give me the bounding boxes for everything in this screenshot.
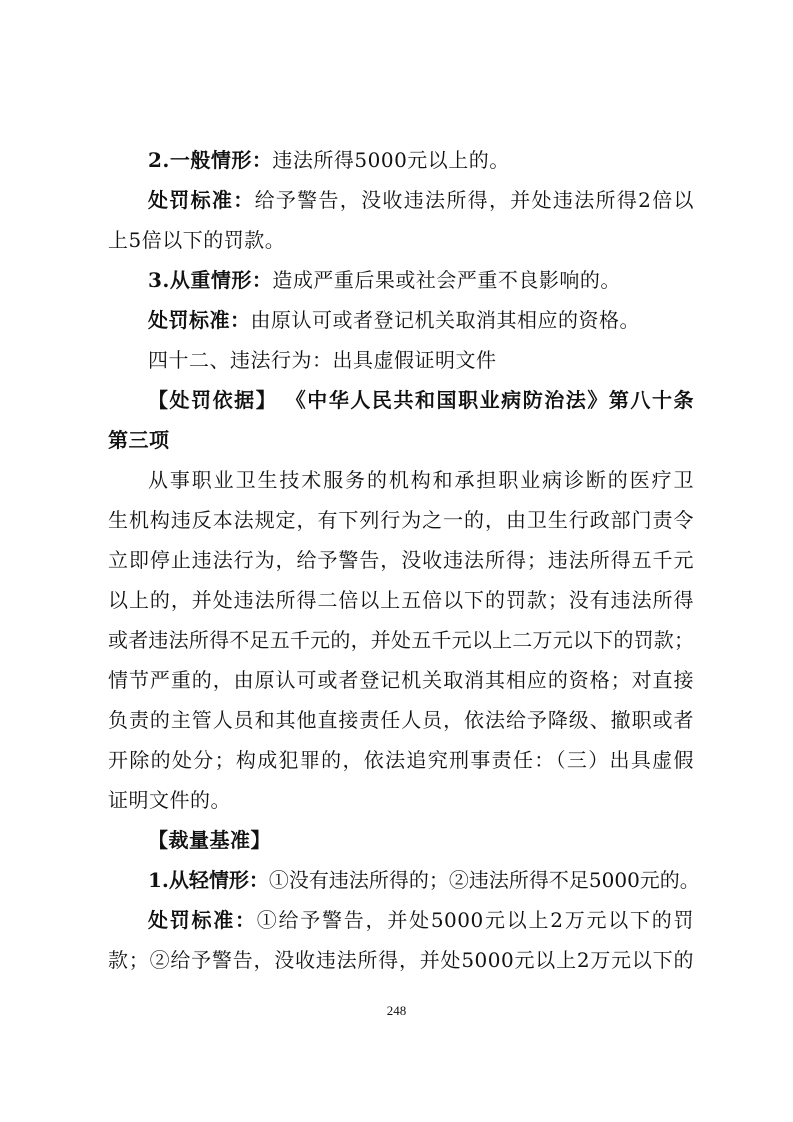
standard-heading bbox=[108, 820, 694, 860]
line-text: 给予警告，没收违法所得，并处违法所得2倍以 bbox=[254, 188, 694, 212]
paragraph-line bbox=[108, 940, 694, 980]
heading-text: 【裁量基准】 bbox=[148, 828, 271, 852]
line-text: 款；②给予警告，没收违法所得，并处5000元以上2万元以下的 bbox=[108, 948, 694, 972]
line-text: 生机构违反本法规定，有下列行为之一的，由卫生行政部门责令 bbox=[108, 508, 694, 532]
paragraph-line bbox=[108, 860, 700, 900]
line-text: 违法所得5000元以上的。 bbox=[272, 148, 510, 172]
line-label: 1.从轻情形： bbox=[148, 868, 269, 892]
line-text: 由原认可或者登记机关取消其相应的资格。 bbox=[250, 308, 640, 332]
line-label: 处罚标准： bbox=[148, 908, 257, 932]
line-label: 处罚标准： bbox=[148, 308, 251, 332]
paragraph-line bbox=[108, 780, 694, 820]
paragraph-line bbox=[108, 660, 694, 700]
line-text: 负责的主管人员和其他直接责任人员，依法给予降级、撤职或者 bbox=[108, 708, 694, 732]
line-text: 立即停止违法行为，给予警告，没收违法所得；违法所得五千元 bbox=[108, 548, 694, 572]
page-number: 248 bbox=[386, 1003, 407, 1018]
section-heading bbox=[108, 340, 694, 380]
basis-heading-continued bbox=[108, 420, 694, 460]
paragraph-line bbox=[108, 900, 694, 940]
line-text: 以上的，并处违法所得二倍以上五倍以下的罚款；没有违法所得 bbox=[108, 588, 694, 612]
paragraph-line bbox=[108, 540, 694, 580]
paragraph-line bbox=[108, 300, 694, 340]
paragraph-line bbox=[108, 500, 694, 540]
paragraph-line bbox=[108, 700, 694, 740]
line-text: 开除的处分；构成犯罪的，依法追究刑事责任：（三）出具虚假 bbox=[108, 748, 694, 772]
paragraph-line bbox=[108, 620, 694, 660]
paragraph-line bbox=[108, 220, 694, 260]
paragraph-line bbox=[108, 260, 694, 300]
paragraph-line bbox=[108, 580, 694, 620]
line-text: 造成严重后果或社会严重不良影响的。 bbox=[272, 268, 621, 292]
line-text: 证明文件的。 bbox=[108, 788, 231, 812]
line-label: 2.一般情形： bbox=[148, 148, 273, 172]
heading-text: 四十二、违法行为：出具虚假证明文件 bbox=[148, 348, 497, 372]
paragraph-line bbox=[108, 460, 694, 500]
paragraph-line bbox=[108, 740, 694, 780]
line-text: ①没有违法所得的；②违法所得不足5000元的。 bbox=[268, 868, 700, 892]
line-text: 情节严重的，由原认可或者登记机关取消其相应的资格；对直接 bbox=[108, 668, 694, 692]
paragraph-line bbox=[108, 180, 694, 220]
line-text: ①给予警告，并处5000元以上2万元以下的罚 bbox=[256, 908, 695, 932]
basis-heading bbox=[108, 380, 694, 420]
line-text: 或者违法所得不足五千元的，并处五千元以上二万元以下的罚款； bbox=[108, 628, 694, 652]
heading-text: 第三项 bbox=[108, 428, 170, 452]
line-text: 从事职业卫生技术服务的机构和承担职业病诊断的医疗卫 bbox=[148, 468, 694, 492]
line-text: 上5倍以下的罚款。 bbox=[108, 228, 286, 252]
line-label: 处罚标准： bbox=[148, 188, 255, 212]
heading-text: 【处罚依据】 《中华人民共和国职业病防治法》第八十条 bbox=[148, 388, 694, 412]
paragraph-line bbox=[108, 140, 694, 180]
line-label: 3.从重情形： bbox=[148, 268, 273, 292]
